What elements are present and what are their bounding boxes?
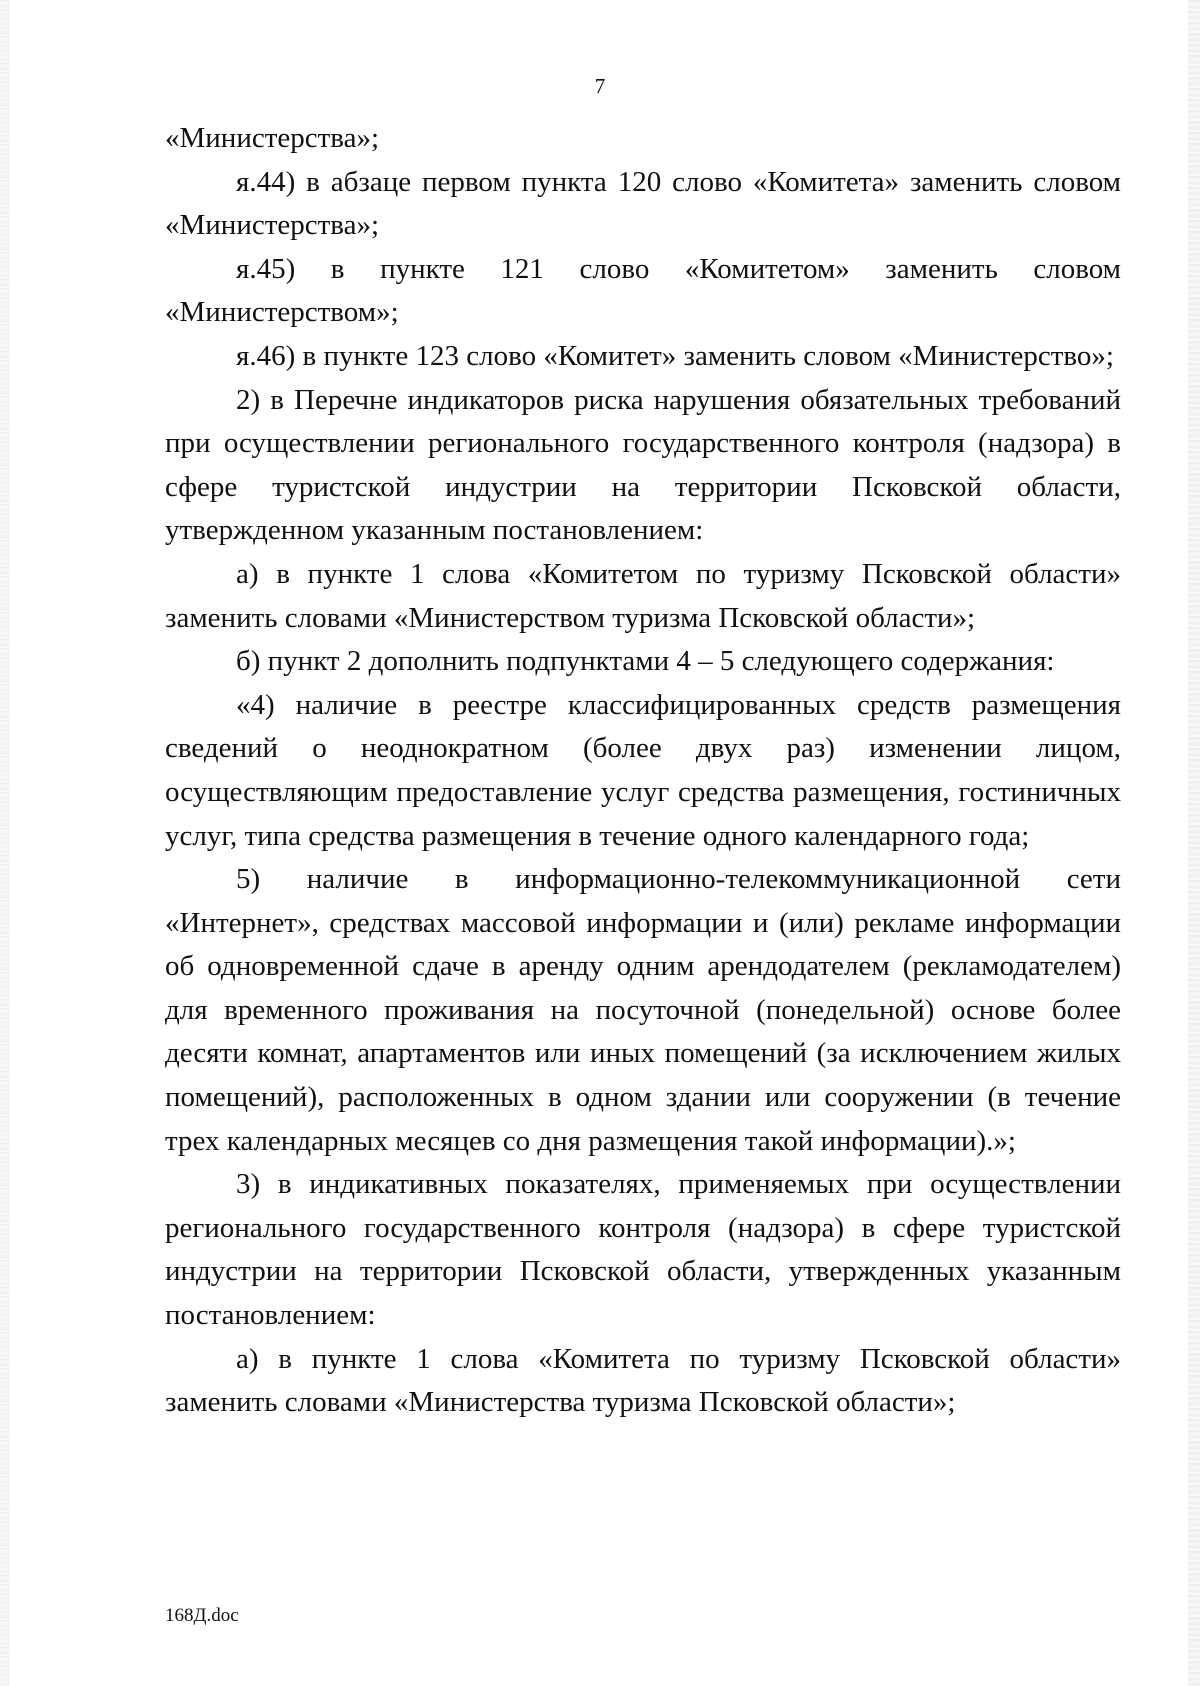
paragraph-item-2b: б) пункт 2 дополнить подпунктами 4 – 5 следующего содержания:: [236, 645, 1055, 678]
paragraph-item-2: 2) в Перечне индикаторов риска нарушения обязательных требований при осуществлении регионального государственного контроля (надзора) в сфере туристской индустрии на территории Псковской области, утвержденном указанным постановлением:: [165, 383, 1121, 547]
document-body: [165, 117, 1121, 1425]
paragraph-ya44: я.44) в абзаце первом пункта 120 слово «Комитета» заменить словом «Министерства»;: [165, 165, 1121, 242]
paragraph-item-2a: а) в пункте 1 слова «Комитетом по туризму Псковской области» заменить словами «Министерством туризма Псковской области»;: [165, 557, 1121, 634]
paragraph-item-3a: а) в пункте 1 слова «Комитета по туризму Псковской области» заменить словами «Министерства туризма Псковской области»;: [165, 1342, 1121, 1419]
page-number: 7: [594, 74, 606, 98]
paragraph-subitem-5: 5) наличие в информационно-телекоммуникационной сети «Интернет», средствах массовой информации и (или) рекламе информации об одновременной сдаче в аренду одним арендодателем (рекламодателем) для временного проживания на посуточной (понедельной) основе более десяти комнат, апартаментов или иных помещений (за исключением жилых помещений), расположенных в одном здании или сооружении (в течение трех календарных месяцев со дня размещения такой информации).»;: [165, 863, 1121, 1157]
paragraph-item-3: 3) в индикативных показателях, применяемых при осуществлении регионального государственного контроля (надзора) в сфере туристской индустрии на территории Псковской области, утвержденных указанным постановлением:: [165, 1168, 1121, 1332]
paragraph-subitem-4: «4) наличие в реестре классифицированных средств размещения сведений о неоднократном (более двух раз) изменении лицом, осуществляющим предоставление услуг средства размещения, гостиничных услуг, типа средства размещения в течение одного календарного года;: [165, 688, 1121, 852]
paragraph-ya45: я.45) в пункте 121 слово «Комитетом» заменить словом «Министерством»;: [165, 252, 1121, 329]
scan-edge-right: [1188, 0, 1200, 1686]
paragraph-continuation: «Министерства»;: [165, 122, 380, 154]
footer-filename: 168Д.doc: [165, 1605, 239, 1626]
paragraph-ya46: я.46) в пункте 123 слово «Комитет» заменить словом «Министерство»;: [236, 339, 1114, 372]
scan-edge-left: [0, 0, 10, 1686]
